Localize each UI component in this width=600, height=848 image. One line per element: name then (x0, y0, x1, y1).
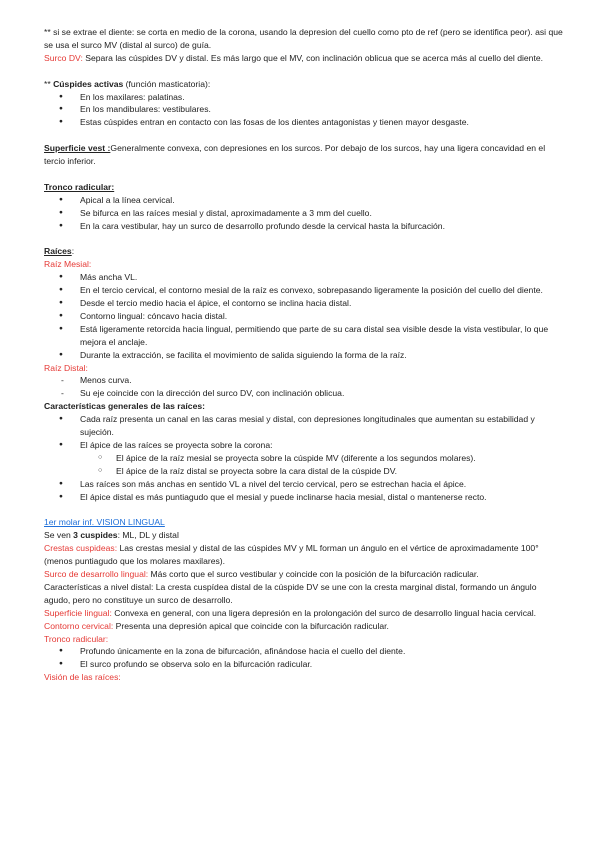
se-ven-prefix: Se ven (44, 530, 74, 541)
raices-title: Raíces (44, 246, 72, 257)
list-item: ● El ápice de las raíces se proyecta sobre la corona: (44, 439, 564, 452)
contorno-cervical-text: Presenta una depresión apical que coincide con la bifurcación radicular. (113, 620, 389, 631)
list-item: ● Durante la extracción, se facilita el movimiento de salida siguiendo la forma de la raíz. (44, 349, 564, 362)
tronco-heading (44, 181, 564, 194)
surco-dv-text: Separa las cúspides DV y distal. Es más largo que el MV, con inclinación oblicua que se acerca más al cuello del diente. (82, 52, 544, 63)
list-item: ● Profundo únicamente en la zona de bifurcación, afinándose hacia el cuello del diente. (44, 645, 564, 658)
raices-general-title: Características generales de las raíces: (44, 401, 205, 412)
raiz-mesial-label: Raíz Mesial: (44, 259, 92, 270)
list-item: ● En el tercio cervical, el contorno mesial de la raíz es convexo, sobrepasando ligeramente la posición del cuello del diente. (44, 284, 564, 297)
crestas-label: Crestas cuspideas: (44, 543, 118, 554)
list-item: ● Más ancha VL. (44, 271, 564, 284)
superficie-lingual-paragraph (44, 607, 564, 620)
list-item: ● Las raíces son más anchas en sentido VL a nivel del tercio cervical, pero se estrechan hacia el ápice. (44, 478, 564, 491)
caracteristicas-distal-paragraph: Características a nivel distal: La cresta cuspídea distal de la cúspide DV se une con la cresta marginal distal, formando un ángulo agudo, pero no constituye un surco de desarrollo. (44, 581, 537, 605)
cuspides-list (44, 91, 564, 130)
superficie-paragraph (44, 142, 564, 168)
raiz-distal-label: Raíz Distal: (44, 362, 88, 373)
superficie-text: Generalmente convexa, con depresiones en los surcos. Por debajo de los surcos, hay una ligera concavidad en el tercio inferior. (44, 143, 546, 167)
crestas-paragraph (44, 542, 564, 568)
contorno-cervical-label: Contorno cervical: (44, 620, 114, 631)
tronco-title: Tronco radicular: (44, 181, 115, 192)
cuspides-subtitle: (función masticatoria): (123, 78, 211, 89)
vision-lingual-link[interactable]: 1er molar inf. VISION LINGUAL (44, 517, 165, 528)
surco-lingual-paragraph (44, 568, 564, 581)
list-item: ● Desde el tercio medio hacia el ápice, el contorno se inclina hacia distal. (44, 297, 564, 310)
se-ven-count: 3 cuspides (73, 530, 118, 541)
list-item: ● El ápice distal es más puntiagudo que el mesial y puede inclinarse hacia mesial, distal o mantenerse recto. (44, 491, 564, 504)
raices-general-list-continued (44, 478, 564, 504)
superficie-lingual-label: Superficie lingual: (44, 607, 112, 618)
extraction-note (44, 26, 564, 52)
list-item: ● En la cara vestibular, hay un surco de desarrollo profundo desde la cervical hasta la bifurcación. (44, 220, 564, 233)
surco-dv-paragraph (44, 52, 564, 65)
tronco-list (44, 194, 564, 233)
cuspides-heading (44, 78, 564, 91)
se-ven-line (44, 529, 564, 542)
list-item: ● En los maxilares: palatinas. (44, 91, 564, 104)
list-item: - Su eje coincide con la dirección del surco DV, con inclinación oblicua. (44, 387, 564, 400)
crestas-text: Las crestas mesial y distal de las cúspides MV y ML forman un ángulo en el vértice de aproximadamente 100° (menos puntiagudo que los molares maxilares). (44, 543, 539, 567)
list-item: ○ El ápice de la raíz distal se proyecta sobre la cara distal de la cúspide DV. (44, 465, 564, 478)
list-item: ● Estas cúspides entran en contacto con las fosas de los dientes antagonistas y tienen mayor desgaste. (44, 116, 564, 129)
raiz-distal-list (44, 374, 564, 400)
surco-dv-label: Surco DV: (44, 52, 83, 63)
document-page (44, 26, 564, 684)
list-item: ● Contorno lingual: cóncavo hacia distal. (44, 310, 564, 323)
list-item: ● Apical a la línea cervical. (44, 194, 564, 207)
contorno-cervical-paragraph (44, 620, 564, 633)
apice-sublist (44, 452, 564, 478)
surco-lingual-text: Más corto que el surco vestibular y coincide con la posición de la bifurcación radicular. (148, 568, 479, 579)
raices-general-list (44, 413, 564, 452)
extraction-note-text: si se extrae el diente: se corta en medio de la corona, usando la depresion del cuello como pto de ref (pero se identifica peor). asi que se usa el surco MV (distal al surco) de guía. (44, 27, 563, 50)
cuspides-title: Cúspides activas (53, 78, 124, 89)
list-item: - Menos curva. (44, 374, 564, 387)
list-item: ● Está ligeramente retorcida hacia lingual, permitiendo que parte de su cara distal sea visible desde la vista vestibular, lo que mejora el anclaje. (44, 323, 564, 349)
note-marker: ** (44, 27, 54, 37)
vision-lingual-heading (44, 516, 564, 529)
cuspides-marker: ** (44, 78, 54, 89)
superficie-title: Superficie vest : (44, 143, 111, 154)
list-item: ● El surco profundo se observa solo en la bifurcación radicular. (44, 658, 564, 671)
list-item: ● Se bifurca en las raíces mesial y distal, aproximadamente a 3 mm del cuello. (44, 207, 564, 220)
tronco-lingual-list (44, 645, 564, 671)
vision-raices-label: Visión de las raíces: (44, 672, 121, 683)
superficie-lingual-text: Convexa en general, con una ligera depresión en la prolongación del surco de desarrollo lingual hacia cervical. (111, 607, 537, 618)
tronco-lingual-label: Tronco radicular: (44, 633, 109, 644)
list-item: ○ El ápice de la raíz mesial se proyecta sobre la cúspide MV (diferente a los segundos molares). (44, 452, 564, 465)
raices-heading (44, 245, 564, 258)
list-item: ● En los mandibulares: vestibulares. (44, 103, 564, 116)
se-ven-rest: : ML, DL y distal (117, 530, 179, 541)
list-item: ● Cada raíz presenta un canal en las caras mesial y distal, con depresiones longitudinales que aumentan su estabilidad y sujeción. (44, 413, 564, 439)
raiz-mesial-list (44, 271, 564, 361)
surco-lingual-label: Surco de desarrollo lingual: (44, 568, 149, 579)
raices-colon: : (71, 246, 75, 257)
